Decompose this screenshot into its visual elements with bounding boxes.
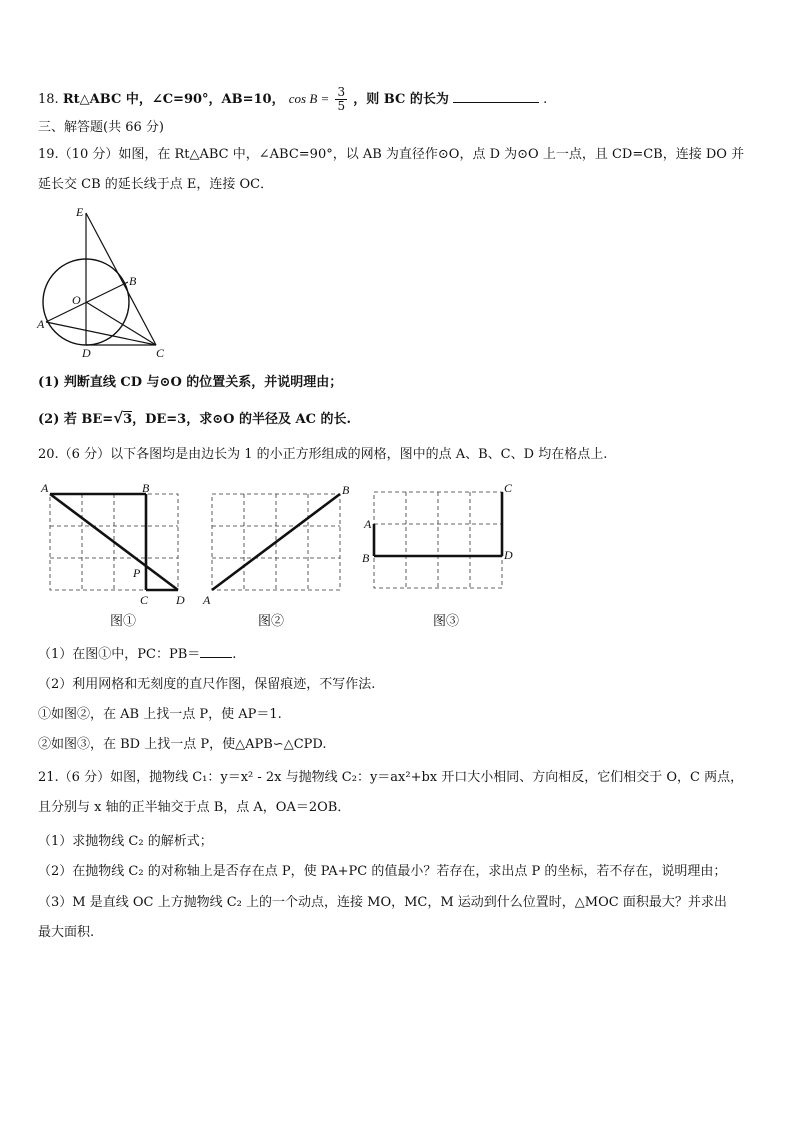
q19-part2-pre: (2) 若 BE= (38, 412, 114, 427)
q18-prefix: Rt△ABC 中，∠C=90°，AB=10， (62, 92, 285, 107)
q19-line-OC (86, 302, 156, 345)
fig1-label-C: C (140, 593, 149, 607)
q19-part2 (38, 408, 351, 430)
q20-figure-1 (38, 480, 188, 610)
q20-figure-2 (200, 480, 360, 610)
q20-part1-text: （1）在图①中，PC：PB＝ (38, 647, 201, 662)
fig1-label-B: B (142, 481, 150, 495)
q20-figure-3 (360, 480, 520, 610)
fig2-label-A: A (203, 593, 211, 607)
q19-label-E: E (76, 205, 84, 219)
q18-line (38, 86, 547, 113)
section-heading: 三、解答题(共 66 分) (38, 120, 164, 135)
fig3-label-A: A (364, 517, 372, 531)
fig2-label-B: B (342, 483, 350, 497)
q18-frac-num: 3 (337, 85, 346, 99)
fig1-label-P: P (133, 566, 141, 580)
q19-part2-post: ，DE=3，求⊙O 的半径及 AC 的长. (132, 412, 351, 427)
q20-line1: 20.（6 分）以下各图均是由边长为 1 的小正方形组成的网格，图中的点 A、B、C、D 均在格点上. (38, 447, 608, 462)
q19-line2: 延长交 CB 的延长线于点 E，连接 OC． (38, 177, 274, 192)
q19-part1: (1) 判断直线 CD 与⊙O 的位置关系，并说明理由； (38, 375, 343, 390)
q19-label-A: A (37, 317, 45, 331)
q21-part3a: （3）M 是直线 OC 上方抛物线 C₂ 上的一个动点，连接 MO，MC，M 运动到什么位置时，△MOC 面积最大？并求出 (38, 895, 727, 910)
q19-line1: 19.（10 分）如图，在 Rt△ABC 中，∠ABC=90°，以 AB 为直径作⊙O，点 D 为⊙O 上一点，且 CD=CB，连接 DO 并 (38, 147, 745, 162)
q18-cos: cos B = (288, 91, 330, 106)
q18-frac-den: 5 (337, 99, 346, 113)
fig3-label-C: C (504, 481, 513, 495)
q20-sub2: ②如图③，在 BD 上找一点 P，使△APB∽△CPD. (38, 737, 327, 752)
q20-sub1: ①如图②，在 AB 上找一点 P，使 AP＝1. (38, 707, 282, 722)
fig1-label-A: A (41, 481, 49, 495)
q19-label-B: B (129, 274, 137, 288)
fig1-label-D: D (176, 593, 185, 607)
q19-line-EC (86, 213, 156, 345)
q20-part1-end: . (232, 647, 237, 662)
q18-suffix: ，则 BC 的长为 (353, 92, 449, 107)
q18-end: . (543, 92, 548, 107)
fig3-caption: 图③ (433, 614, 460, 629)
q18-number: 18. (38, 92, 59, 107)
q21-line2: 且分别与 x 轴的正半轴交于点 B，点 A，OA＝2OB． (38, 800, 351, 815)
fig3-label-D: D (504, 548, 513, 562)
q18-fraction (335, 86, 347, 113)
fig3-label-B: B (362, 551, 370, 565)
fig2-caption: 图② (258, 614, 285, 629)
q20-answer-blank[interactable] (200, 657, 232, 658)
q21-part3b: 最大面积. (38, 925, 95, 940)
q20-part1 (38, 645, 236, 665)
sqrt-icon: √ (113, 409, 124, 427)
q20-part2: （2）利用网格和无刻度的直尺作图，保留痕迹，不写作法. (38, 677, 376, 692)
q18-answer-blank[interactable] (453, 102, 539, 103)
q19-label-D: D (82, 346, 91, 360)
q21-line1: 21.（6 分）如图，抛物线 C₁：y＝x² - 2x 与抛物线 C₂：y＝ax²+bx 开口大小相同、方向相反，它们相交于 O，C 两点， (38, 770, 744, 785)
q21-part2: （2）在抛物线 C₂ 的对称轴上是否存在点 P，使 PA+PC 的值最小？若存在，求出点 P 的坐标，若不存在，说明理由； (38, 864, 727, 879)
q21-part1: （1）求抛物线 C₂ 的解析式； (38, 834, 213, 849)
fig1-caption: 图① (110, 614, 137, 629)
q19-line-AC (46, 322, 156, 345)
q19-label-O: O (72, 293, 81, 307)
q19-figure (36, 205, 176, 360)
q19-part2-root: 3 (123, 412, 133, 427)
q19-label-C: C (156, 346, 165, 360)
